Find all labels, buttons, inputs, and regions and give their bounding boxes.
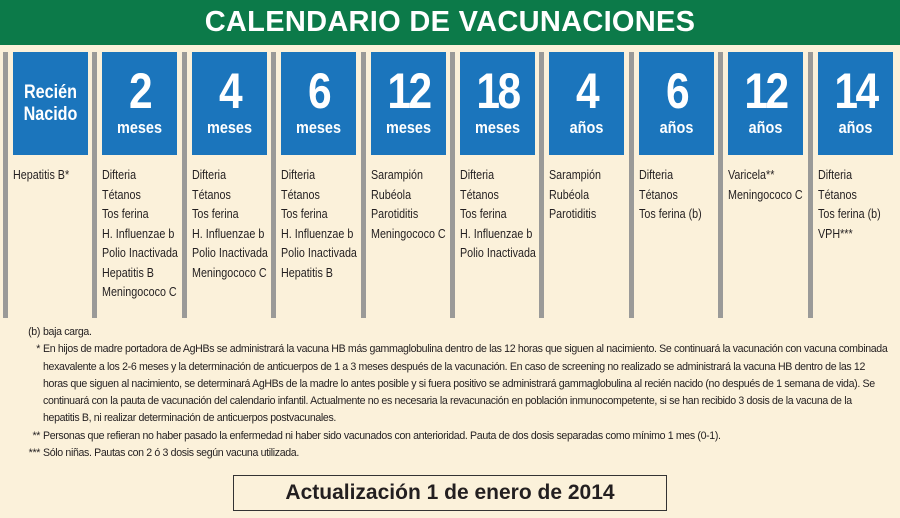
vaccine-item: Difteria	[460, 168, 495, 182]
schedule-column	[539, 52, 628, 318]
footnote	[20, 324, 890, 341]
age-header	[639, 52, 714, 155]
age-header	[728, 52, 803, 155]
vaccine-item: Varicela**	[728, 168, 775, 182]
age-unit: meses	[385, 118, 431, 137]
schedule-column	[718, 52, 807, 318]
vaccine-item: Difteria	[102, 168, 137, 182]
vaccine-item: Tétanos	[817, 187, 857, 202]
vaccine-item: H. Influenzae b	[460, 226, 533, 241]
footnote	[20, 445, 890, 462]
vaccine-item: Hepatitis B	[102, 265, 155, 280]
column-divider	[3, 52, 8, 318]
age-header	[460, 52, 535, 155]
column-divider	[718, 52, 723, 318]
age-header	[818, 52, 893, 155]
vaccine-item: Meningococo C	[102, 285, 178, 299]
age-header	[192, 52, 267, 155]
age-number: 18	[476, 63, 519, 119]
vaccine-item: Tétanos	[638, 187, 678, 202]
page-title: CALENDARIO DE VACUNACIONES	[204, 6, 696, 38]
footnote	[20, 428, 890, 445]
vaccine-item: Tos ferina	[102, 207, 150, 221]
column-divider	[629, 52, 634, 318]
vaccine-item: Tos ferina	[191, 207, 239, 221]
age-number: 12	[744, 63, 787, 119]
schedule-column	[808, 52, 897, 318]
vaccine-item: Rubéola	[370, 187, 411, 202]
schedule-column	[271, 52, 360, 318]
age-unit: años	[748, 118, 783, 137]
vaccine-item: Tos ferina (b)	[638, 207, 702, 221]
age-unit: meses	[206, 118, 252, 137]
age-label: Recién Nacido	[23, 82, 78, 125]
age-unit: meses	[117, 118, 163, 137]
column-divider	[539, 52, 544, 318]
age-number: 6	[665, 63, 687, 119]
age-number: 6	[308, 63, 330, 119]
age-number: 2	[129, 63, 151, 119]
vaccine-item: Parotiditis	[549, 207, 597, 221]
vaccine-item: Polio Inactivada	[191, 246, 268, 260]
footnote-mark: *	[36, 343, 40, 356]
vaccine-item: Meningococo C	[370, 226, 446, 241]
vaccine-item: Tos ferina	[281, 207, 328, 221]
footnote-text: Personas que refieran no haber pasado la enfermedad ni haber sido vacunados con anterioridad. Pauta de dos dosis separadas como mínimo 1 mes (0-1).	[43, 429, 721, 442]
column-divider	[92, 52, 97, 318]
schedule-column	[361, 52, 450, 318]
update-box	[233, 475, 667, 511]
age-header	[549, 52, 624, 155]
vaccine-item: Hepatitis B	[281, 265, 334, 280]
vaccine-item: Tos ferina	[460, 207, 507, 221]
vaccine-item: Hepatitis B*	[13, 168, 70, 182]
vaccine-item: Difteria	[817, 168, 852, 182]
age-number: 4	[576, 63, 598, 119]
vaccine-item: H. Influenzae b	[191, 226, 265, 241]
vaccine-item: Tétanos	[460, 187, 499, 202]
footnotes	[20, 324, 890, 462]
vaccine-item: H. Influenzae b	[102, 226, 175, 241]
vaccine-item: Parotiditis	[370, 207, 418, 221]
vaccine-item: Tétanos	[191, 187, 231, 202]
vaccine-item: Rubéola	[549, 187, 590, 202]
footnote-mark: ***	[28, 447, 40, 460]
update-text: Actualización 1 de enero de 2014	[285, 481, 615, 504]
footnote-text: baja carga.	[43, 326, 92, 338]
vaccine-item: Meningococo C	[191, 265, 267, 280]
vaccine-item: Tétanos	[102, 187, 142, 202]
vaccine-item: Tos ferina (b)	[817, 207, 881, 221]
vaccine-item: Sarampión	[549, 168, 602, 182]
age-unit: años	[659, 118, 694, 137]
vaccine-item: Difteria	[281, 168, 316, 182]
schedule-column	[92, 52, 181, 318]
age-unit: meses	[296, 118, 342, 137]
vaccine-item: H. Influenzae b	[281, 226, 354, 241]
title-banner	[0, 0, 900, 45]
vaccine-item: Polio Inactivada	[102, 246, 179, 260]
age-unit: años	[838, 118, 872, 137]
footnote-text: Sólo niñas. Pautas con 2 ó 3 dosis según vacuna utilizada.	[43, 447, 299, 460]
age-header	[13, 52, 88, 155]
vaccine-item: Difteria	[638, 168, 673, 182]
vaccine-item: Sarampión	[370, 168, 423, 182]
vaccine-item: Polio Inactivada	[281, 246, 358, 260]
vaccine-item: Meningococo C	[728, 187, 803, 202]
schedule-column	[3, 52, 92, 318]
age-number: 12	[387, 63, 430, 119]
vaccine-item: Tétanos	[281, 187, 321, 202]
schedule-column	[629, 52, 718, 318]
footnote-text: En hijos de madre portadora de AgHBs se administrará la vacuna HB más gammaglobulina dentro de las 12 horas que siguen al nacimiento. Se continuará la vacunación con vacuna combinada hexavalente a los 2-6 meses y la determinación de anticuerpos de 1 a 3 meses después de la vacunación. En caso de screening no realizado se administrará la vacuna HB dentro de las 12 horas que siguen al nacimiento, se determinará AgHBs de la madre lo antes posible y si fuera positivo se administrará gammaglobulina al recién nacido (no después de 1 semana de vida). Se continuará con la pauta de vacunación del calendario infantil. Actualmente no es necesaria la revacunación en población inmunocompetente, si se han recibido 3 dosis de la vacuna de la hepatitis B, ni realizar determinación de anticuerpos postvacunales.	[43, 343, 888, 425]
vaccine-item: Polio Inactivada	[460, 246, 536, 260]
column-divider	[808, 52, 813, 318]
footnote	[20, 341, 890, 427]
footnote-mark: (b)	[28, 326, 40, 338]
schedule-column	[450, 52, 539, 318]
column-divider	[361, 52, 366, 318]
age-header	[371, 52, 446, 155]
vaccine-item: VPH***	[817, 226, 853, 241]
age-unit: meses	[475, 118, 520, 137]
age-number: 14	[834, 63, 877, 119]
age-header	[102, 52, 177, 155]
age-unit: años	[570, 118, 604, 137]
column-divider	[271, 52, 276, 318]
column-divider	[182, 52, 187, 318]
age-header	[281, 52, 356, 155]
vaccine-item: Difteria	[191, 168, 226, 182]
schedule-column	[182, 52, 271, 318]
footnote-mark: **	[32, 429, 40, 442]
vaccine-list	[818, 166, 900, 244]
age-number: 4	[218, 63, 240, 119]
column-divider	[450, 52, 455, 318]
